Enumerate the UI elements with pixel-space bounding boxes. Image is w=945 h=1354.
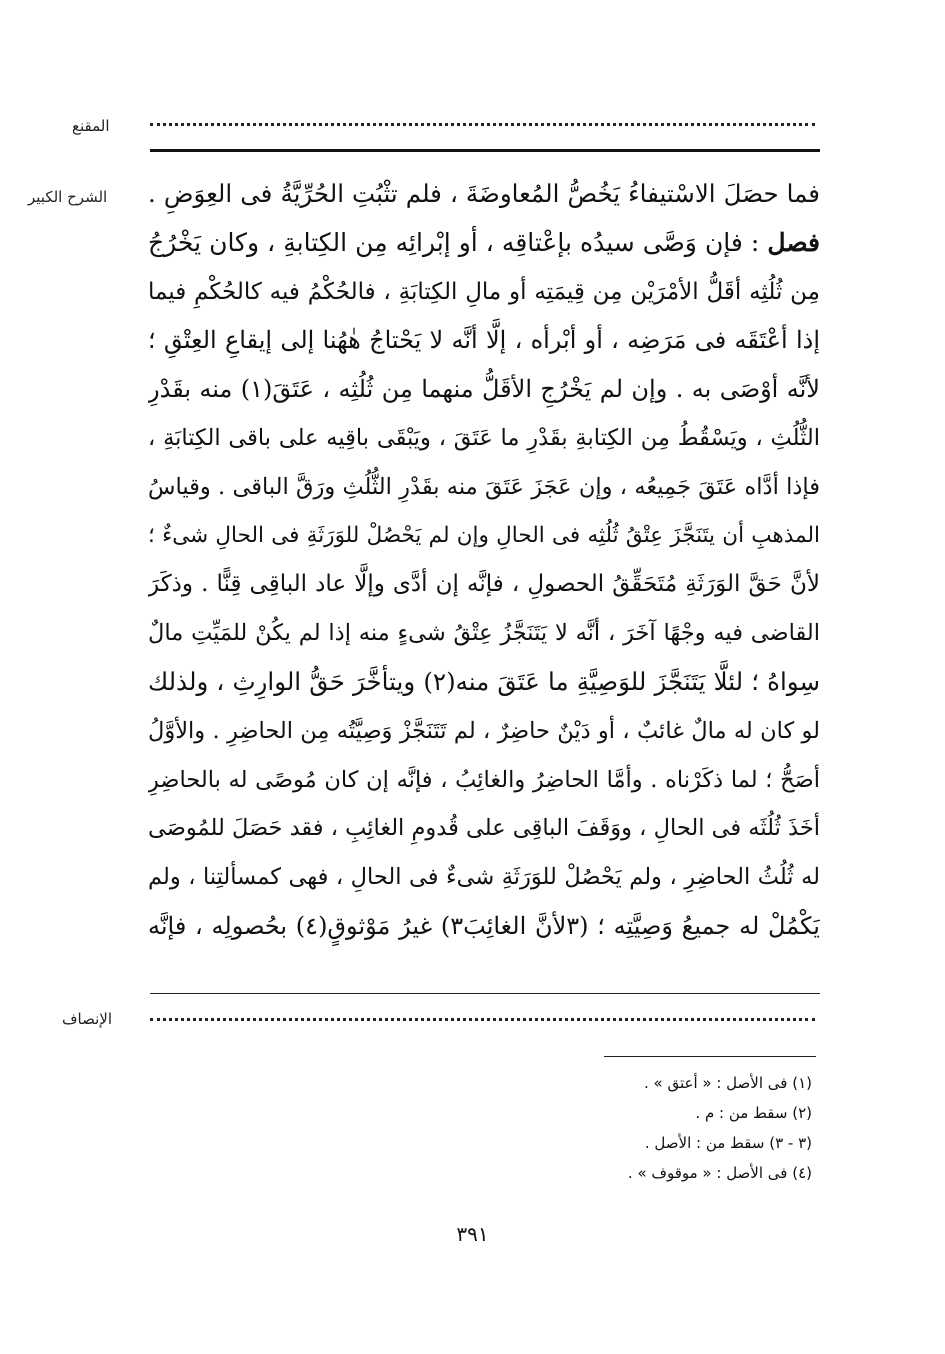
- commentary-label: الشرح الكبير: [28, 188, 108, 206]
- footnote: (٤) فى الأصل : « موقوف » .: [627, 1164, 812, 1182]
- text-line: إذا أعْتَقَه فى مَرَضِه ، أو أبْرأه ، إلَّا أنَّه لا يَحْتاجُ هٰهُنا إلى إيقاعِ العِتْقِ ؛: [148, 326, 820, 355]
- header-rule: [150, 149, 820, 152]
- footnote-rule: [604, 1056, 816, 1057]
- text-line: لأنَّه أوْصَى به . وإن لم يَخْرُجِ الأقَلُّ منهما مِن ثُلُثِه ، عَتَقَ(١) منه بقَدْرِ: [148, 375, 820, 404]
- text-line: لأنَّ حَقَّ الوَرَثَةِ مُتَحَقِّقُ الحصولِ ، فإنَّه إن أدَّى وإلَّا عاد الباقِى قِنًّا . وذكَرَ: [148, 571, 820, 598]
- text-line: الثُّلُثِ ، ويَسْقُطُ مِن الكِتابةِ بقَدْرِ ما عَتَقَ ، ويَبْقَى باقِيه على باقى الكِتابَةِ ،: [148, 424, 820, 451]
- text-line: المذهبِ أن يتَنَجَّزَ عِتْقُ ثُلُثِه فى الحالِ وإن لم يَحْصُلْ للوَرَثَةِ فى الحالِ شىءٌ ؛: [148, 522, 820, 548]
- text-line: لو كان له مالٌ غائبٌ ، أو دَيْنٌ حاضِرٌ ، لم تَتَنَجَّزْ وَصِيَّتُه مِن الحاضِرِ . والأوَّلُ: [148, 717, 820, 744]
- text-line: مِن ثُلُثِه أقَلُّ الأمْرَيْن مِن قِيمَتِه أو مالِ الكِتابَةِ ، فالحُكْمُ فيه كالحُكْمِ فيما: [148, 278, 820, 305]
- bottom-dotted-separator: [150, 1018, 815, 1021]
- footnote: (١) فى الأصل : « أعتق » .: [644, 1074, 812, 1092]
- text-line: [148, 219, 820, 268]
- footnotes: [400, 1068, 812, 1188]
- text-line: يَكْمُلْ له جميعُ وَصِيَّتِه ؛ (٣لأنَّ الغائِبَ٣) غيرُ مَوْثوقٍ(٤) بحُصولِه ، فإنَّه: [148, 911, 820, 940]
- lower-section-label: الإنصاف: [62, 1010, 113, 1028]
- text-line: أخَذَ ثُلُثَه فى الحالِ ، ووَقَفَ الباقِى على قُدومِ الغائِبِ ، فقد حَصَلَ للمُوصَى: [148, 815, 820, 842]
- text-line: فما حصَلَ الاسْتيفاءُ يَخُصُّ المُعاوضَةَ ، فلم تثْبُتِ الحُرِّيَّةُ فى العِوَضِ .: [148, 179, 820, 208]
- text-line: أصَحُّ ؛ لما ذكَرْناه . وأمَّا الحاضِرُ والغائِبُ ، فإنَّه إن كان مُوصًى له بالحاضِرِ: [148, 766, 820, 793]
- text-line: له ثُلُثُ الحاضِرِ ، ولم يَحْصُلْ للوَرَثَةِ شىءٌ فى الحالِ ، فهى كمسألتِنا ، ولم: [148, 864, 820, 891]
- top-dotted-separator: [150, 123, 815, 126]
- section-heading: فصل: [767, 227, 820, 257]
- text-line: فإذا أدَّاه عَتَقَ جَمِيعُه ، وإن عَجَزَ عَتَقَ منه بقَدْرِ الثُّلُثِ ورَقَّ الباقى . وقياسُ: [148, 473, 820, 500]
- book-title-label: المقنع: [72, 117, 110, 135]
- text-line: سِواهُ ؛ لئلَّا يَتَنَجَّزَ للوَصِيَّةِ ما عَتَقَ منه(٢) ويتأخَّرَ حَقُّ الوارِثِ ، ولذلك: [148, 666, 820, 696]
- page-number: ٣٩١: [456, 1222, 489, 1246]
- footnote: (٣ - ٣) سقط من : الأصل .: [644, 1134, 812, 1152]
- commentary-body: [148, 170, 820, 951]
- body-end-rule: [150, 993, 820, 994]
- footnote: (٢) سقط من : م .: [695, 1104, 812, 1122]
- text-line: القاضى فيه وجْهًا آخَرَ ، أنَّه لا يَتَنَجَّزُ عِتْقُ شىءٍ منه إذا لم يكُنْ للمَيِّتِ مالٌ: [148, 620, 820, 647]
- text-span: : فإن وَصَّى سيدُه بإعْتاقِه ، أو إبْرائِه مِن الكِتابةِ ، وكان يَخْرُجُ: [148, 227, 760, 257]
